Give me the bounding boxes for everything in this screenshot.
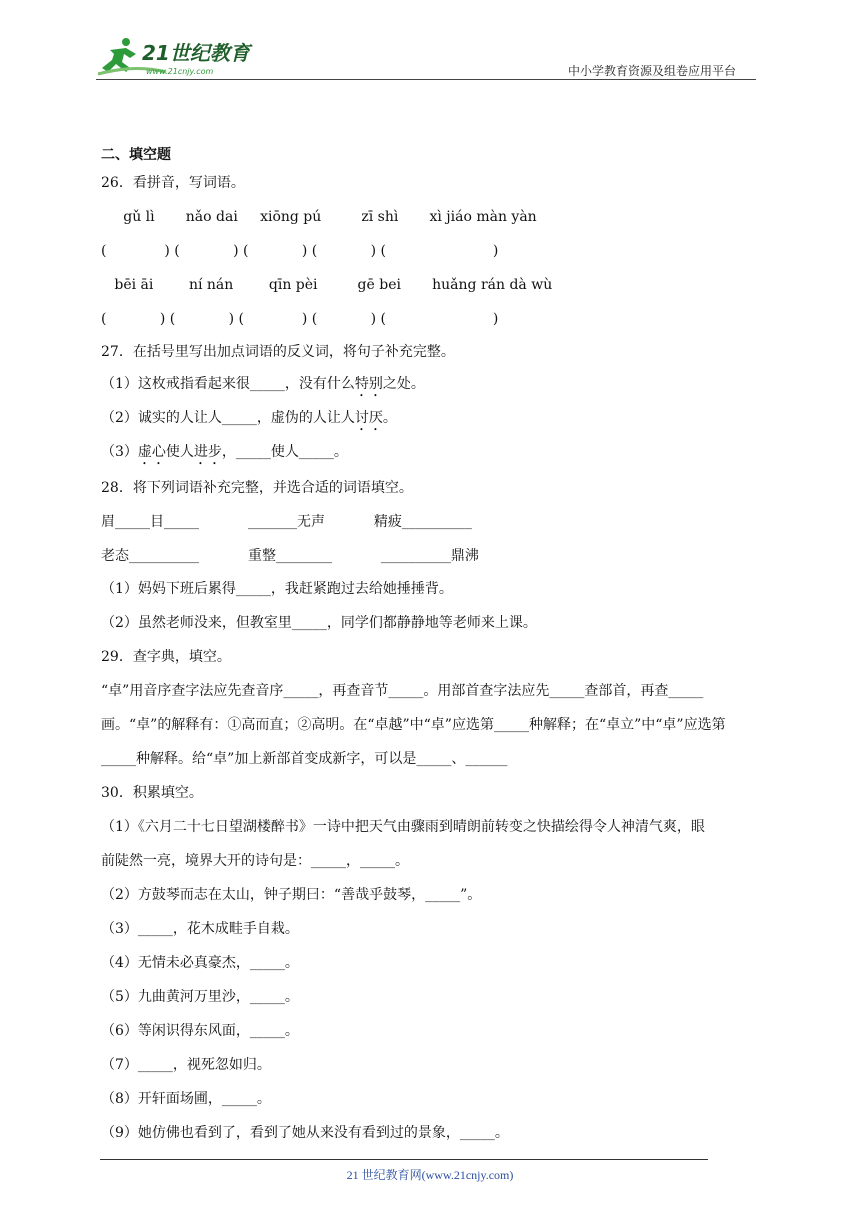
logo-url: www.21cnjy.com	[146, 67, 214, 76]
dotted-word: 讨厌	[354, 410, 383, 426]
q29-line1: “卓”用音序查字法应先查音序_____，再查音节_____。用部首查字法应先_____查部首，再查_____	[101, 683, 704, 699]
q30-item2: （2）方鼓琴而志在太山，钟子期曰：“善哉乎鼓琴，_____”。	[101, 887, 482, 903]
header-divider	[96, 79, 756, 80]
q26-pinyin-row1: gǔ lì nǎo dai xiōng pú zī shì xì jiáo màn yàn	[101, 209, 537, 225]
q30-item1-line1: （1）《六月二十七日望湖楼醉书》一诗中把天气由骤雨到晴朗前转变之快描绘得令人神清气爽，眼	[101, 819, 705, 835]
dotted-word: 进步	[193, 444, 222, 460]
footer-divider	[100, 1159, 708, 1160]
section-title: 二、填空题	[101, 147, 171, 163]
q30-item3: （3）_____，花木成畦手自栽。	[101, 921, 299, 937]
q28-item1: （1）妈妈下班后累得_____，我赶紧跑过去给她捶捶背。	[101, 581, 453, 597]
logo-text: 21世纪教育	[142, 41, 250, 65]
q28-stem: 28．将下列词语补充完整，并选合适的词语填空。	[101, 480, 413, 496]
q26-pinyin-row2: bēi āi ní nán qīn pèi gē bei huǎng rán dà wù	[101, 277, 553, 293]
q27-item2: （2）诚实的人让人_____，虚伪的人让人讨厌。	[101, 410, 397, 426]
q27-stem: 27．在括号里写出加点词语的反义词，将句子补充完整。	[101, 344, 455, 360]
q26-stem: 26．看拼音，写词语。	[101, 175, 245, 191]
q30-stem: 30．积累填空。	[101, 785, 203, 801]
q27-item1: （1）这枚戒指看起来很_____，没有什么特别之处。	[101, 376, 425, 392]
q30-item5: （5）九曲黄河万里沙，_____。	[101, 989, 299, 1005]
q29-stem: 29．查字典，填空。	[101, 649, 231, 665]
q29-line2: 画。“卓”的解释有：①高而直；②高明。在“卓越”中“卓”应选第_____种解释；在“卓立”中“卓”应选第	[101, 717, 726, 733]
q28-words-row1: 眉_____目_____ _______无声 精疲__________	[101, 514, 472, 530]
dotted-word: 特别	[354, 376, 383, 392]
q30-item1-line2: 前陡然一亮，境界大开的诗句是：_____，_____。	[101, 853, 409, 869]
q30-item9: （9）她仿佛也看到了，看到了她从来没有看到过的景象，_____。	[101, 1125, 509, 1141]
q28-item2: （2）虽然老师没来，但教室里_____，同学们都静静地等老师来上课。	[101, 615, 537, 631]
q30-item7: （7）_____，视死忽如归。	[101, 1057, 271, 1073]
q30-item6: （6）等闲识得东风面，_____。	[101, 1023, 299, 1039]
q26-blanks-row2: ( ) ( ) ( ) ( ) ( )	[101, 311, 499, 327]
q30-item4: （4）无情未必真豪杰，_____。	[101, 955, 299, 971]
dotted-word: 虚心	[137, 444, 166, 460]
site-logo	[96, 34, 256, 80]
q29-line3: _____种解释。给“卓”加上新部首变成新字，可以是_____、______	[101, 751, 508, 767]
footer-link[interactable]: 21 世纪教育网(www.21cnjy.com)	[346, 1168, 514, 1182]
q27-item3: （3）虚心使人进步，_____使人_____。	[101, 444, 348, 460]
q26-blanks-row1: ( ) ( ) ( ) ( ) ( )	[101, 243, 499, 259]
q30-item8: （8）开轩面场圃，_____。	[101, 1091, 271, 1107]
q28-words-row2: 老态__________ 重整________ __________鼎沸	[101, 548, 479, 564]
platform-name: 中小学教育资源及组卷应用平台	[568, 64, 737, 78]
